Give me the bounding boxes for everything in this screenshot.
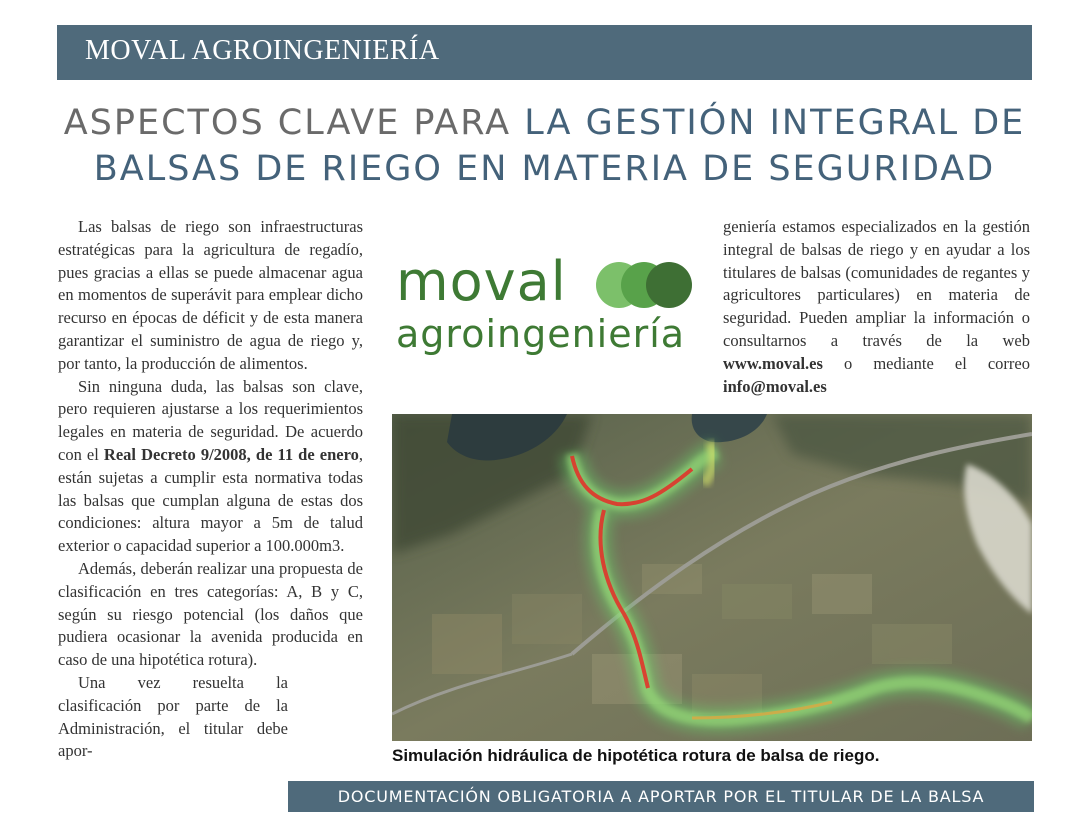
paragraph-1: Las balsas de riego son infraestructuras estratégicas para la agricultura de regadío, pues gracias a ellas se puede almacenar agua en momentos de superávit para emplear dicho recurso en épocas de déficit y de esta manera garantizar el suministro de agua de riego y, por tanto, la producción de alimentos. [58,217,363,373]
website-link[interactable]: www.moval.es [723,353,823,373]
paragraph-2-text-b: , están sujetas a cumplir esta normativa todas las balsas que cumplan alguna de estas dos condiciones: altura mayor a 5m de talud exterior o capacidad superior a 100.000m3. [58,444,363,556]
paragraph-2 [58,376,363,558]
email-link[interactable]: info@moval.es [723,376,827,396]
logo-word-moval: moval [396,250,567,313]
headline-strong-part-2: BALSAS DE RIEGO EN MATERIA DE SEGURIDAD [93,149,996,189]
subsection-header-bar [288,781,1034,812]
paragraph-2-bold: Real Decreto 9/2008, de 11 de enero [103,444,359,464]
section-header-bar [57,25,1032,80]
hydraulic-simulation-map [392,414,1032,741]
right-text-b: o mediante el correo [822,353,1030,373]
satellite-map-image [392,414,1032,741]
section-header-title: MOVAL AGROINGENIERÍA [85,35,440,66]
logo-circle-dark-icon [646,262,692,308]
paragraph-3: Además, deberán realizar una propuesta de clasificación en tres categorías: A, B y C, según su riesgo potencial (los daños que pudiera ocasionar la avenida producida en caso de una hipotética rotura). [58,558,363,670]
paragraph-4: Una vez resuelta la clasificación por parte de la Administración, el titular debe apor- [58,672,288,761]
article-column-left [58,216,363,763]
headline-light-part: ASPECTOS CLAVE PARA [63,103,525,143]
logo-word-agroingenieria: agroingeniería [396,312,686,356]
paragraph-2-text-a: Sin ninguna duda, las balsas son clave, pero requieren ajustarse a los requerimientos legales en materia de seguridad. De acuerdo con el [58,376,363,464]
headline-strong-part-1: LA GESTIÓN INTEGRAL DE [524,103,1026,143]
figure-caption: Simulación hidráulica de hipotética rotura de balsa de riego. [392,746,880,765]
article-headline [57,100,1032,192]
moval-logo [394,252,699,367]
right-text-a: geniería estamos especializados en la gestión integral de balsas de riego y en ayudar a los titulares de balsas (comunidades de regantes y agricultores particulares) en materia de seguridad. Pueden ampliar la información o consultarnos a través de la web [723,217,1030,350]
paragraph-right [723,216,1030,398]
subsection-header-title: DOCUMENTACIÓN OBLIGATORIA A APORTAR POR EL TITULAR DE LA BALSA [337,787,985,806]
article-column-right [723,216,1030,398]
